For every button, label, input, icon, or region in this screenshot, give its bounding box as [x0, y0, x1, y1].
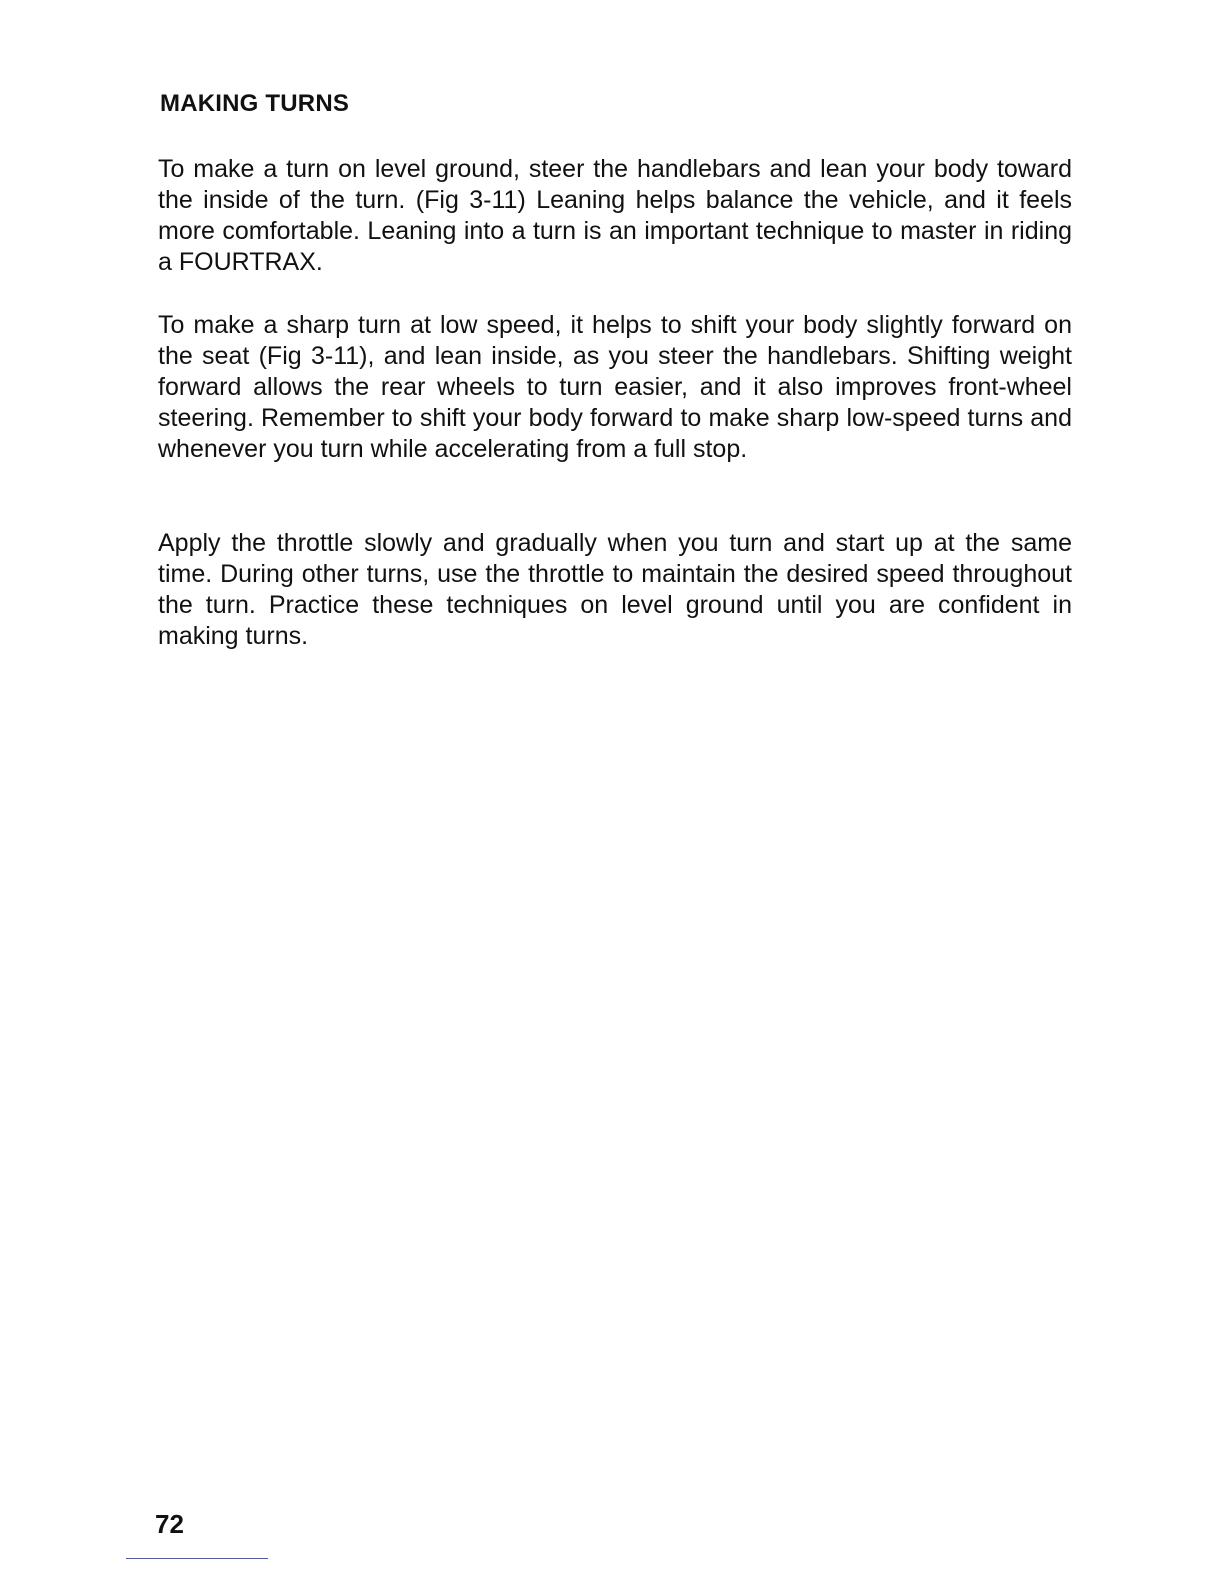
paragraph-level-ground-turn: To make a turn on level ground, steer the handlebars and lean your body toward the inside of the turn. (Fig 3-11) Leaning helps balance the vehicle, and it feels more comfortable. Leaning into a turn is an important technique to master in riding a FOURTRAX. [158, 155, 1072, 276]
page-number: 72 [155, 1509, 184, 1539]
paragraph-sharp-turn: To make a sharp turn at low speed, it helps to shift your body slightly forward on the seat (Fig 3-11), and lean inside, as you steer the handlebars. Shifting weight forward allows the rear wheels to turn easier, and it also improves front-wheel steering. Remember to shift your body forward to make sharp low-speed turns and whenever you turn while accelerating from a full stop. [158, 311, 1072, 463]
section-heading: MAKING TURNS [160, 90, 350, 117]
bottom-divider [126, 1558, 268, 1559]
paragraph-throttle: Apply the throttle slowly and gradually when you turn and start up at the same time. During other turns, use the throttle to maintain the desired speed throughout the turn. Practice these techniques on level ground until you are confident in making turns. [158, 529, 1072, 650]
